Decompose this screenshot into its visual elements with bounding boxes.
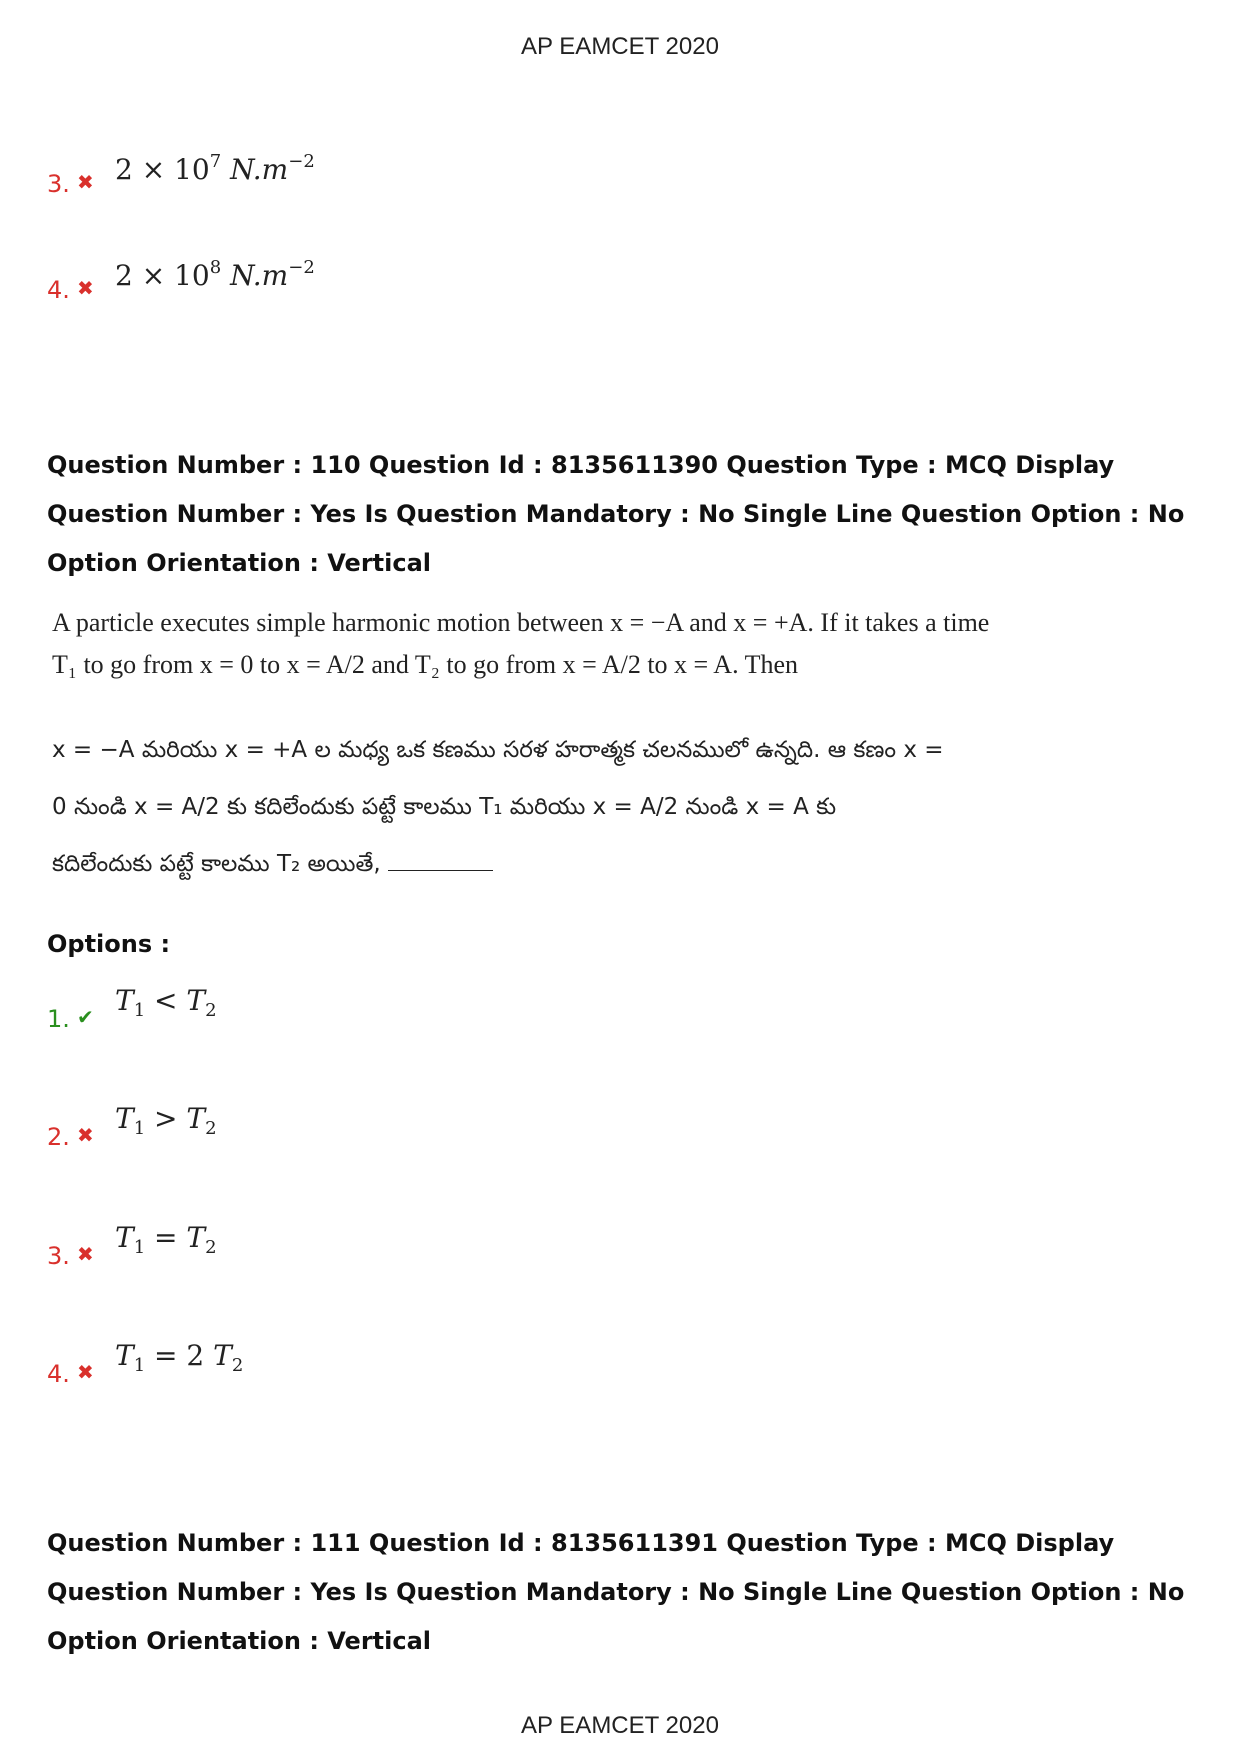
option-number: 4.: [47, 276, 70, 304]
english-line-1: A particle executes simple harmonic motion between x = −A and x = +A. If it takes a time: [52, 608, 990, 637]
option-number: 3.: [47, 1242, 70, 1270]
cross-icon: ✖: [77, 1360, 94, 1384]
option-math: $2 \times 10^8$ $N.m^{-2}$: [115, 257, 315, 292]
option-number: 1.: [47, 1005, 70, 1033]
question-110-meta: Question Number : 110 Question Id : 8135611390 Question Type : MCQ Display Question Number : Yes Is Question Mandatory : No Single Line Question Option : No Option Orientation : Vertical: [47, 451, 1185, 577]
telugu-line-1: x = −A మరియు x = +A ల మధ్య ఒక కణము సరళ హరాత్మక చలనములో ఉన్నది. ఆ కణం x =: [52, 737, 944, 763]
option-math: $2 \times 10^7$ $N.m^{-2}$: [115, 151, 315, 186]
prev-option-3: [47, 140, 315, 200]
option-math: $T_1 < T_2$: [115, 984, 217, 1021]
prev-option-4: [47, 246, 315, 306]
cross-icon: ✖: [77, 170, 94, 194]
option-number: 2.: [47, 1123, 70, 1151]
page-footer: AP EAMCET 2020: [521, 1712, 719, 1739]
cross-icon: ✖: [77, 1242, 94, 1266]
cross-icon: ✖: [77, 276, 94, 300]
cross-icon: ✖: [77, 1123, 94, 1147]
option-number: 4.: [47, 1360, 70, 1388]
option-math: $T_1 = T_2$: [115, 1221, 217, 1258]
question-110-english: [52, 602, 1052, 686]
options-label: Options :: [47, 930, 171, 958]
option-4: [47, 1330, 243, 1390]
question-111-meta: Question Number : 111 Question Id : 8135611391 Question Type : MCQ Display Question Number : Yes Is Question Mandatory : No Single Line Question Option : No Option Orientation : Vertical: [47, 1529, 1185, 1655]
option-number: 3.: [47, 170, 70, 198]
option-math: $T_1 > T_2$: [115, 1102, 217, 1139]
option-2: [47, 1093, 217, 1153]
check-icon: ✔: [77, 1005, 94, 1029]
option-3: [47, 1212, 217, 1272]
telugu-line-3: కదిలేందుకు పట్టే కాలము T₂ అయితే,: [52, 836, 1072, 893]
english-line-2: T₁ to go from x = 0 to x = A/2 and T₂ to go from x = A/2 to x = A. Then: [52, 650, 799, 679]
question-110-telugu: [52, 722, 1072, 893]
option-1: [47, 975, 217, 1035]
answer-blank: [388, 850, 493, 871]
telugu-line-2: 0 నుండి x = A/2 కు కదిలేందుకు పట్టే కాలము T₁ మరియు x = A/2 నుండి x = A కు: [52, 794, 837, 820]
option-math: $T_1 = 2$ $T_2$: [115, 1339, 244, 1376]
page-header: AP EAMCET 2020: [521, 33, 719, 60]
